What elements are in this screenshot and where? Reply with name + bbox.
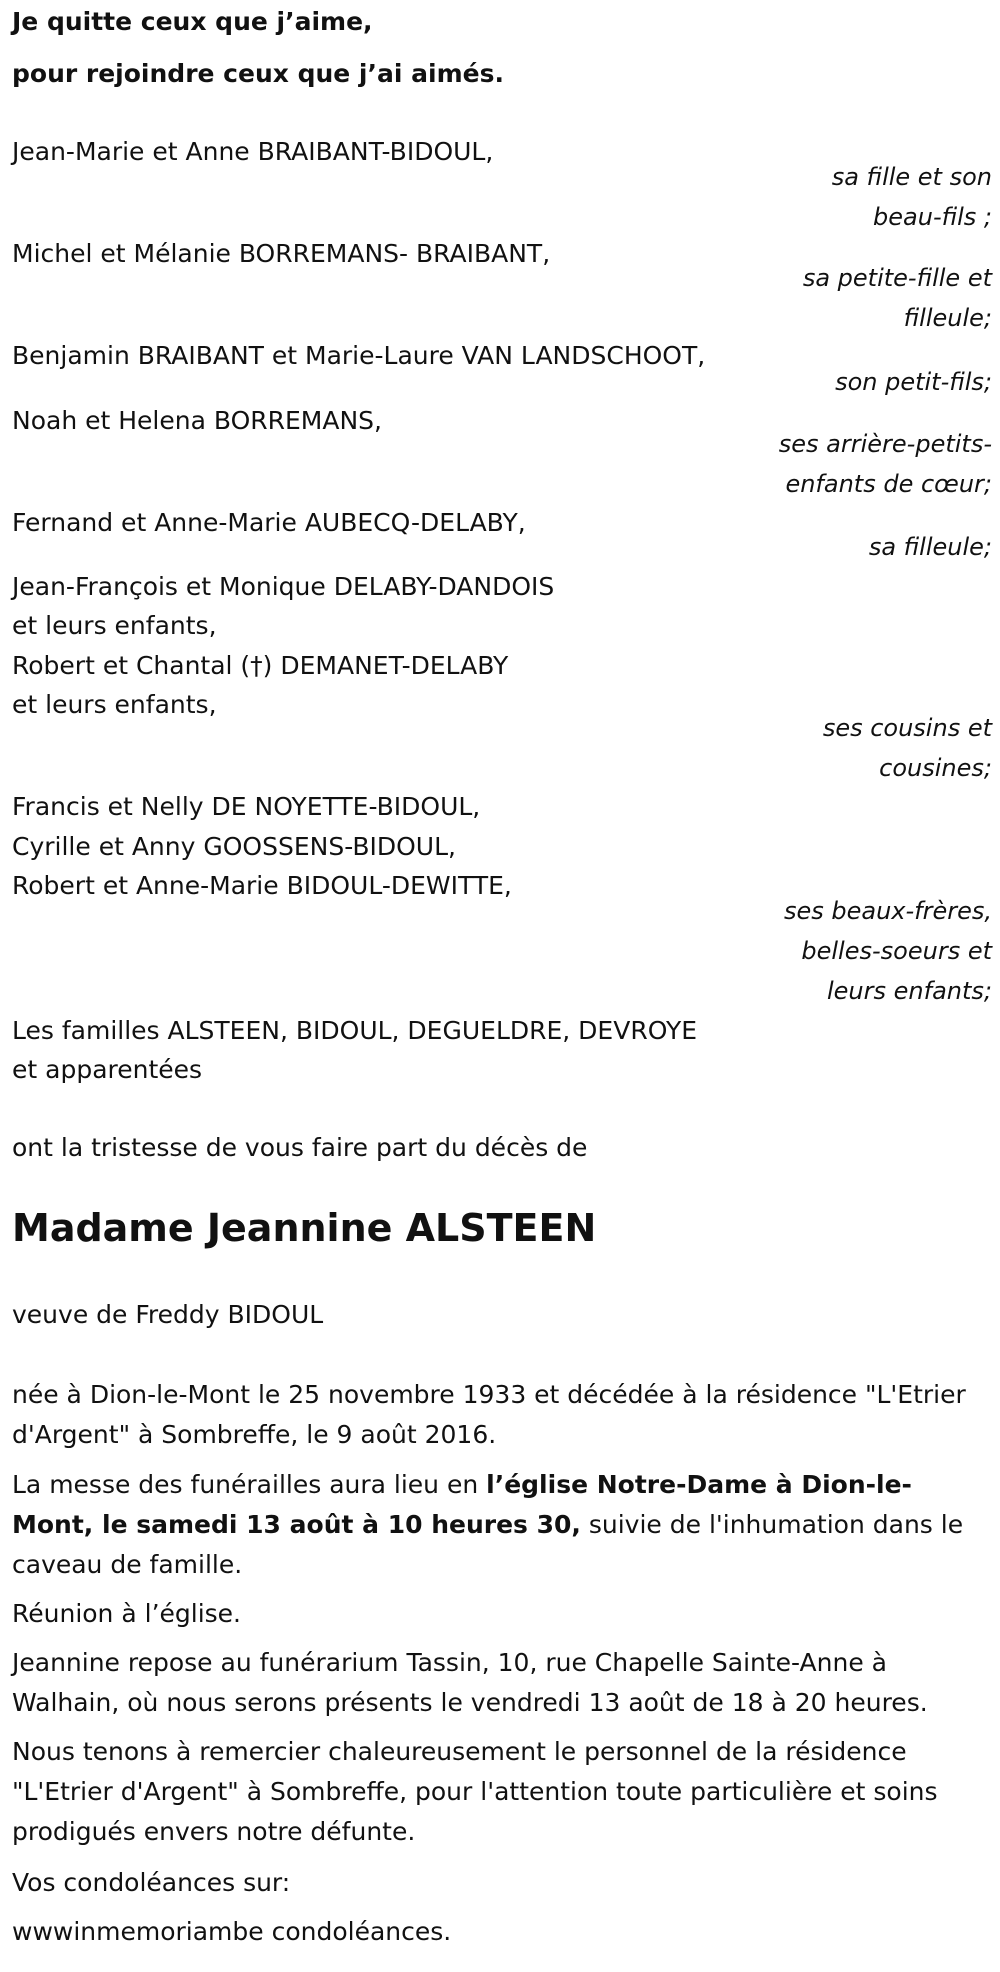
rest-paragraph: Jeannine repose au funérarium Tassin, 10, rue Chapelle Sainte-Anne à Walhain, où nous serons présents le vendredi 13 août de 18 à 20 heures. (12, 1648, 928, 1717)
relation-label: sa fille et son beau-fils ; (831, 163, 992, 231)
quote-line-1: Je quitte ceux que j’aime, (12, 7, 373, 36)
family-line: Benjamin BRAIBANT et Marie-Laure VAN LANDSCHOOT, (12, 341, 706, 370)
family-line: Robert et Chantal (†) DEMANET-DELABY (12, 651, 509, 680)
family-line: Les familles ALSTEEN, BIDOUL, DEGUELDRE, DEVROYE (12, 1016, 698, 1045)
family-line: Jean-Marie et Anne BRAIBANT-BIDOUL, (12, 137, 494, 166)
birth-death-paragraph: née à Dion-le-Mont le 25 novembre 1933 et décédée à la résidence "L'Etrier d'Argent" à Sombreffe, le 9 août 2016. (12, 1380, 966, 1449)
relation-label: son petit-fils; (835, 368, 992, 396)
family-line: Fernand et Anne-Marie AUBECQ-DELABY, (12, 508, 526, 537)
announcement: ont la tristesse de vous faire part du décès de (12, 1133, 588, 1162)
relation-label: ses cousins et cousines; (822, 714, 992, 782)
family-line: Noah et Helena BORREMANS, (12, 406, 382, 435)
relation-label: sa filleule; (868, 533, 992, 561)
family-line: Robert et Anne-Marie BIDOUL-DEWITTE, (12, 871, 512, 900)
quote-line-2: pour rejoindre ceux que j’ai aimés. (12, 59, 504, 88)
family-line: et leurs enfants, (12, 690, 217, 719)
condolences-label: Vos condoléances sur: (12, 1868, 291, 1897)
family-line: Cyrille et Anny GOOSSENS-BIDOUL, (12, 832, 456, 861)
family-line: et apparentées (12, 1055, 203, 1084)
widow-line: veuve de Freddy BIDOUL (12, 1300, 324, 1329)
relation-label: sa petite-fille et filleule; (802, 264, 992, 332)
family-line: Jean-François et Monique DELABY-DANDOIS (12, 572, 555, 601)
condolences-site: wwwinmemoriambe condoléances. (12, 1917, 452, 1946)
relation-label: ses arrière-petits- enfants de cœur; (778, 430, 992, 498)
family-line: Francis et Nelly DE NOYETTE-BIDOUL, (12, 792, 481, 821)
family-line: Michel et Mélanie BORREMANS- BRAIBANT, (12, 239, 551, 268)
funeral-paragraph: La messe des funérailles aura lieu en l’église Notre-Dame à Dion-le-Mont, le samedi 13 août à 10 heures 30, suivie de l'inhumation dans le caveau de famille. (12, 1470, 964, 1579)
deceased-name: Madame Jeannine ALSTEEN (12, 1206, 597, 1250)
thanks-paragraph: Nous tenons à remercier chaleureusement le personnel de la résidence "L'Etrier d'Argent" à Sombreffe, pour l'attention toute particulière et soins prodigués envers notre défunte. (12, 1737, 938, 1846)
reunion-line: Réunion à l’église. (12, 1599, 242, 1628)
relation-label: ses beaux-frères, belles-soeurs et leurs enfants; (783, 897, 992, 1005)
family-line: et leurs enfants, (12, 611, 217, 640)
